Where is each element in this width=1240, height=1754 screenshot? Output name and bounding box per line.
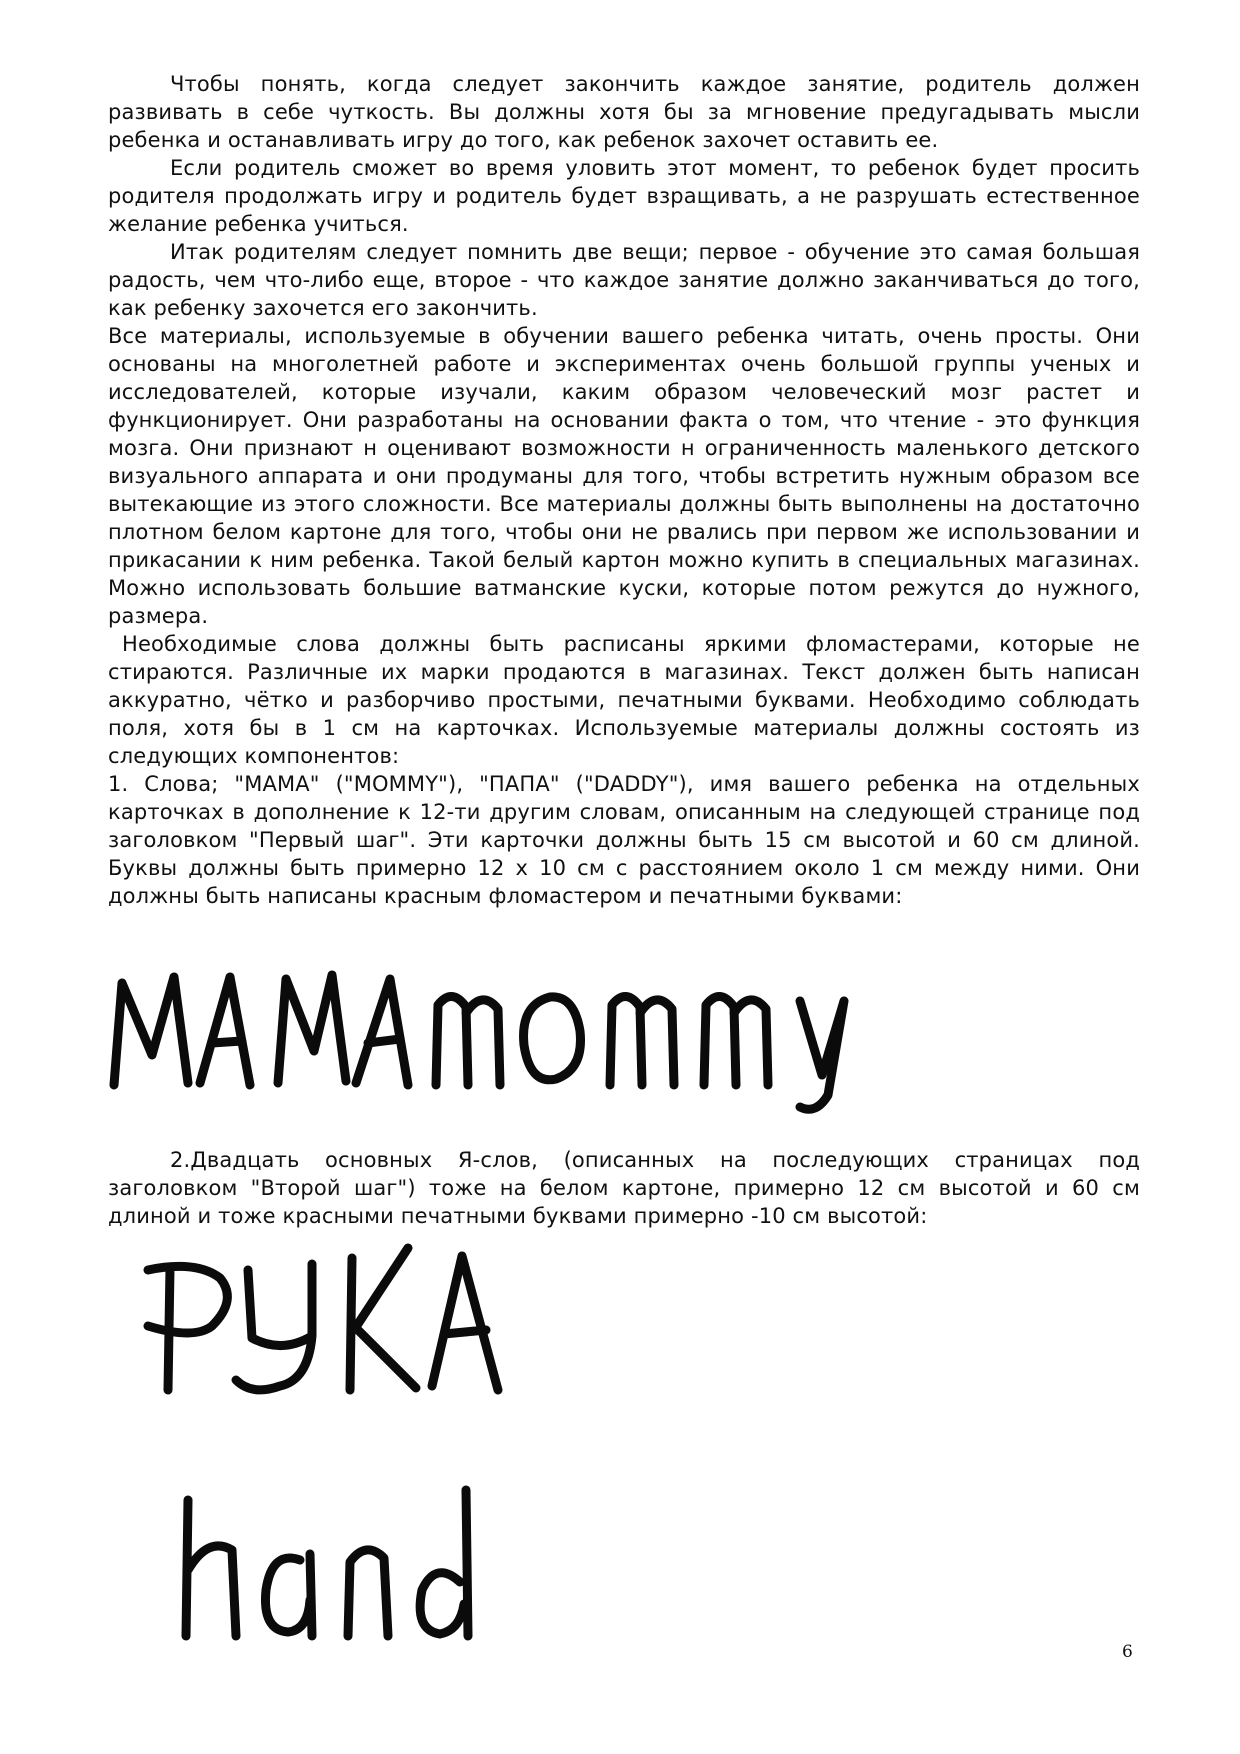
paragraph-3: Итак родителям следует помнить две вещи; первое - обучение это самая большая радость, чем что-либо еще, второе - что каждое занятие должно заканчиваться до того, как ребенку захочется его закончить. [108, 240, 1140, 320]
body-text [108, 70, 1140, 910]
handwritten-ruka [140, 1230, 560, 1400]
handwritten-mama [114, 975, 408, 1085]
paragraph-1: Чтобы понять, когда следует закончить каждое занятие, родитель должен развивать в себе чуткость. Вы должны хотя бы за мгновение предугадывать мысли ребенка и останавливать игру до того, как ребенок захочет оставить ее. [108, 72, 1140, 152]
paragraph-6: 1. Слова; "МАМА" ("MOMMY"), "ПАПА" ("DADDY"), имя вашего ребенка на отдельных карточках в дополнение к 12-ти другим словам, описанным на следующей странице под заголовком "Первый шаг". Эти карточки должны быть 15 см высотой и 60 см длиной. Буквы должны быть примерно 12 х 10 см с расстоянием около 1 см между ними. Они должны быть написаны красным фломастером и печатными буквами: [108, 772, 1140, 908]
handwritten-mommy [436, 996, 844, 1109]
paragraph-2: Если родитель сможет во время уловить этот момент, то ребенок будет просить родителя продолжать игру и родитель будет взращивать, а не разрушать естественное желание ребенка учиться. [108, 156, 1140, 236]
handwritten-hand [170, 1440, 500, 1650]
page-number: 6 [1122, 1642, 1133, 1662]
paragraph-5: Необходимые слова должны быть расписаны яркими фломастерами, которые не стираются. Различные их марки продаются в магазинах. Текст должен быть написан аккуратно, чётко и разборчиво простыми, печатными буквами. Необходимо соблюдать поля, хотя бы в 1 см на карточках. Используемые материалы должны состоять из следующих компонентов: [108, 632, 1140, 768]
body-text-continued [108, 1146, 1140, 1230]
handwritten-mama-mommy [100, 935, 1000, 1115]
paragraph-4: Все материалы, используемые в обучении вашего ребенка читать, очень просты. Они основаны на многолетней работе и экспериментах очень большой группы ученых и исследователей, которые изучали, каким образом человеческий мозг растет и функционирует. Они разработаны на основании факта о том, что чтение - это функция мозга. Они признают н оценивают возможности н ограниченность маленького детского визуального аппарата и они продуманы для того, чтобы встретить нужным образом все вытекающие из этого сложности. Все материалы должны быть выполнены на достаточно плотном белом картоне для того, чтобы они не рвались при первом же использовании и прикасании к ним ребенка. Такой белый картон можно купить в специальных магазинах. Можно использовать большие ватманские куски, которые потом режутся до нужного, размера. [108, 324, 1140, 628]
paragraph-7: 2.Двадцать основных Я-слов, (описанных на последующих страницах под заголовком "Второй шаг") тоже на белом картоне, примерно 12 см высотой и 60 см длиной и тоже красными печатными буквами примерно -10 см высотой: [108, 1148, 1140, 1228]
